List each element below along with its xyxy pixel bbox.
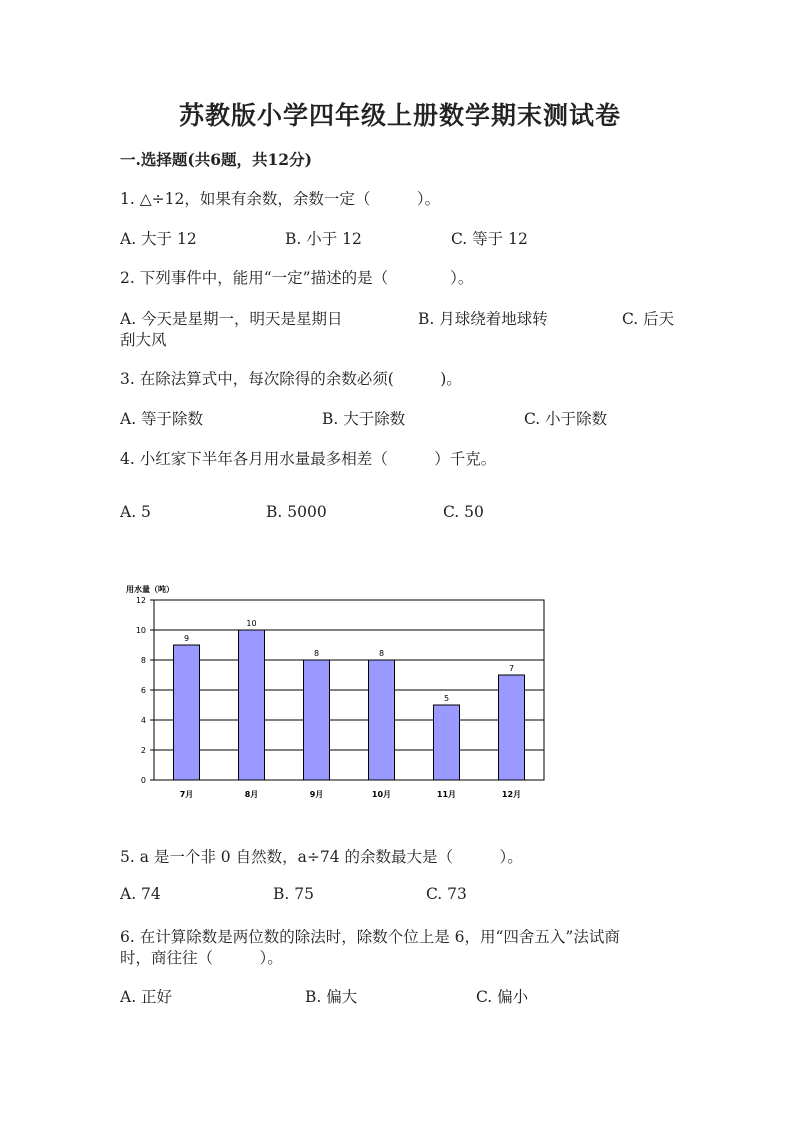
question-3-stem: 3. 在除法算式中，每次除得的余数必须( )。 (120, 370, 462, 388)
question-1-option-c: C. 等于 12 (451, 230, 528, 248)
question-1-stem: 1. △÷12，如果有余数，余数一定（ ）。 (120, 190, 441, 208)
question-2-option-a: A. 今天是星期一，明天是星期日 (120, 310, 343, 328)
question-4-stem: 4. 小红家下半年各月用水量最多相差（ ）千克。 (120, 450, 497, 468)
bar-data-label: 10 (246, 619, 257, 628)
page-title: 苏教版小学四年级上册数学期末测试卷 (178, 101, 621, 130)
y-tick-label: 12 (135, 596, 146, 605)
question-3-option-b: B. 大于除数 (322, 410, 406, 428)
question-6-stem-line2: 时，商往往（ ）。 (120, 949, 283, 967)
section-heading: 一.选择题(共6题，共12分) (120, 150, 312, 169)
bar-data-label: 8 (313, 649, 320, 658)
question-2-option-b: B. 月球绕着地球转 (418, 310, 548, 328)
y-tick-label: 10 (135, 626, 146, 635)
question-5-option-a: A. 74 (120, 885, 161, 903)
question-6-option-c: C. 偏小 (476, 988, 529, 1006)
question-2-stem: 2. 下列事件中，能用“一定”描述的是（ ）。 (120, 269, 474, 287)
bar-data-label: 5 (443, 694, 450, 703)
bar (174, 645, 200, 780)
water-usage-bar-chart (110, 580, 560, 810)
question-6-stem-line1: 6. 在计算除数是两位数的除法时，除数个位上是 6，用“四舍五入”法试商 (120, 928, 620, 946)
x-tick-label: 12月 (501, 790, 522, 799)
y-tick-label: 4 (140, 716, 146, 725)
bar (499, 675, 525, 780)
x-tick-label: 11月 (436, 790, 457, 799)
bar-data-label: 9 (183, 634, 190, 643)
question-2-option-c-wrap: 刮大风 (120, 331, 167, 349)
bar (369, 660, 395, 780)
bar (239, 630, 265, 780)
x-tick-label: 9月 (309, 790, 324, 799)
bar (304, 660, 330, 780)
bar (434, 705, 460, 780)
y-axis-label: 用水量（吨） (126, 585, 174, 594)
bar-data-label: 8 (378, 649, 385, 658)
x-tick-label: 8月 (244, 790, 259, 799)
question-6-option-b: B. 偏大 (305, 988, 358, 1006)
y-tick-label: 0 (140, 776, 146, 785)
question-3-option-c: C. 小于除数 (524, 410, 608, 428)
question-1-option-a: A. 大于 12 (120, 230, 197, 248)
question-4-option-c: C. 50 (443, 503, 484, 521)
question-1-option-b: B. 小于 12 (285, 230, 362, 248)
question-4-option-b: B. 5000 (266, 503, 327, 521)
question-5-stem: 5. a 是一个非 0 自然数，a÷74 的余数最大是（ ）。 (120, 848, 523, 866)
question-6-option-a: A. 正好 (120, 988, 173, 1006)
y-tick-label: 6 (140, 686, 146, 695)
question-5-option-b: B. 75 (273, 885, 314, 903)
x-tick-label: 10月 (371, 790, 392, 799)
question-4-option-a: A. 5 (120, 503, 151, 521)
question-3-option-a: A. 等于除数 (120, 410, 204, 428)
question-5-option-c: C. 73 (426, 885, 467, 903)
bar-data-label: 7 (508, 664, 515, 673)
x-tick-label: 7月 (179, 790, 194, 799)
y-tick-label: 8 (140, 656, 146, 665)
question-2-option-c: C. 后天 (622, 310, 675, 328)
y-tick-label: 2 (140, 746, 146, 755)
